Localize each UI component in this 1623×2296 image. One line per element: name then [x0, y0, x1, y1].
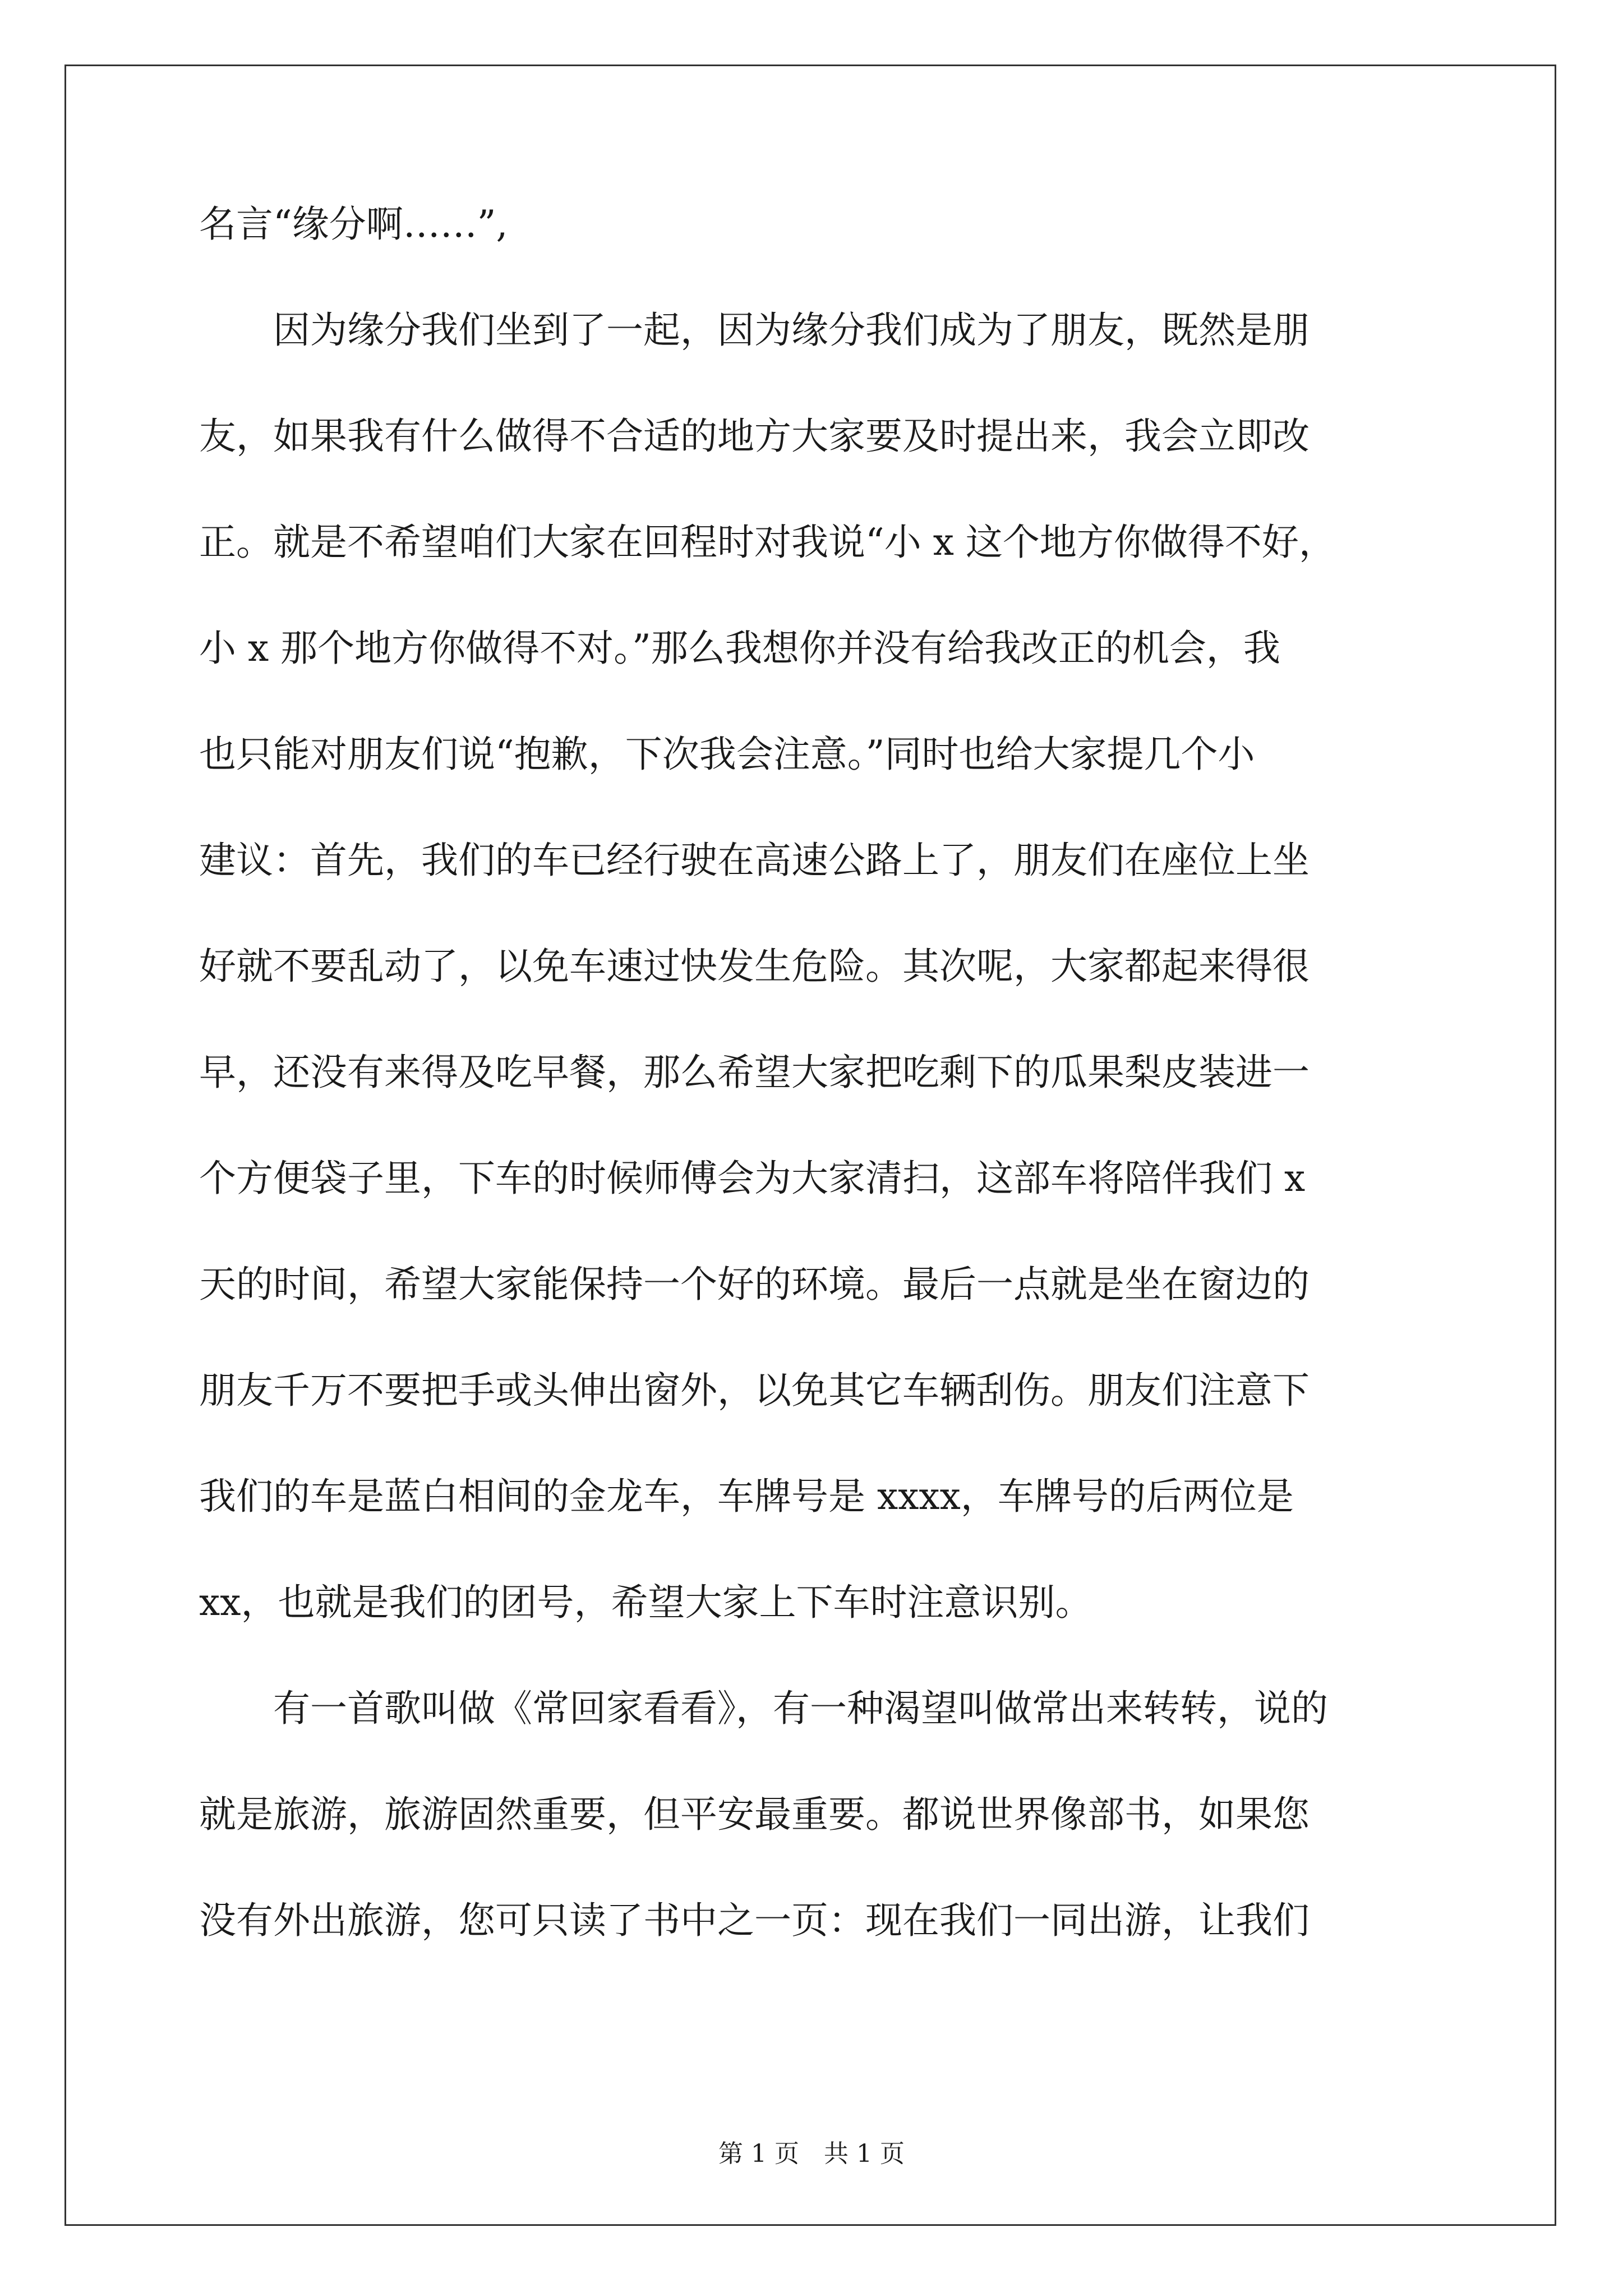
text-line: 朋友千万不要把手或头伸出窗外，以免其它车辆刮伤。朋友们注意下	[199, 1369, 1310, 1412]
text-line: 有一首歌叫做《常回家看看》，有一种渴望叫做常出来转转，说的	[199, 1687, 1328, 1730]
text-line: 友，如果我有什么做得不合适的地方大家要及时提出来，我会立即改	[199, 415, 1310, 458]
text-line: 名言“缘分啊……”,	[199, 203, 508, 246]
text-line: 我们的车是蓝白相间的金龙车，车牌号是 xxxx，车牌号的后两位是	[199, 1475, 1294, 1518]
text-line: xx，也就是我们的团号，希望大家上下车时注意识别。	[199, 1581, 1092, 1624]
text-line: 天的时间，希望大家能保持一个好的环境。最后一点就是坐在窗边的	[199, 1263, 1310, 1306]
text-line: 因为缘分我们坐到了一起，因为缘分我们成为了朋友，既然是朋	[199, 309, 1310, 352]
text-line: 没有外出旅游，您可只读了书中之一页：现在我们一同出游，让我们	[199, 1899, 1310, 1942]
text-line: 正。就是不希望咱们大家在回程时对我说“小 x 这个地方你做得不好，	[199, 521, 1336, 564]
text-line: 早，还没有来得及吃早餐，那么希望大家把吃剩下的瓜果梨皮装进一	[199, 1051, 1310, 1094]
page-number-footer: 第 1 页 共 1 页	[718, 2139, 905, 2168]
text-line: 也只能对朋友们说“抱歉，下次我会注意。”同时也给大家提几个小	[199, 733, 1255, 776]
text-line: 建议：首先，我们的车已经行驶在高速公路上了，朋友们在座位上坐	[199, 839, 1310, 882]
text-line: 就是旅游，旅游固然重要，但平安最重要。都说世界像部书，如果您	[199, 1793, 1310, 1836]
text-line: 好就不要乱动了，以免车速过快发生危险。其次呢，大家都起来得很	[199, 945, 1310, 988]
text-line: 小 x 那个地方你做得不对。”那么我想你并没有给我改正的机会，我	[199, 627, 1280, 670]
text-line: 个方便袋子里，下车的时候师傅会为大家清扫，这部车将陪伴我们 x	[199, 1157, 1306, 1200]
